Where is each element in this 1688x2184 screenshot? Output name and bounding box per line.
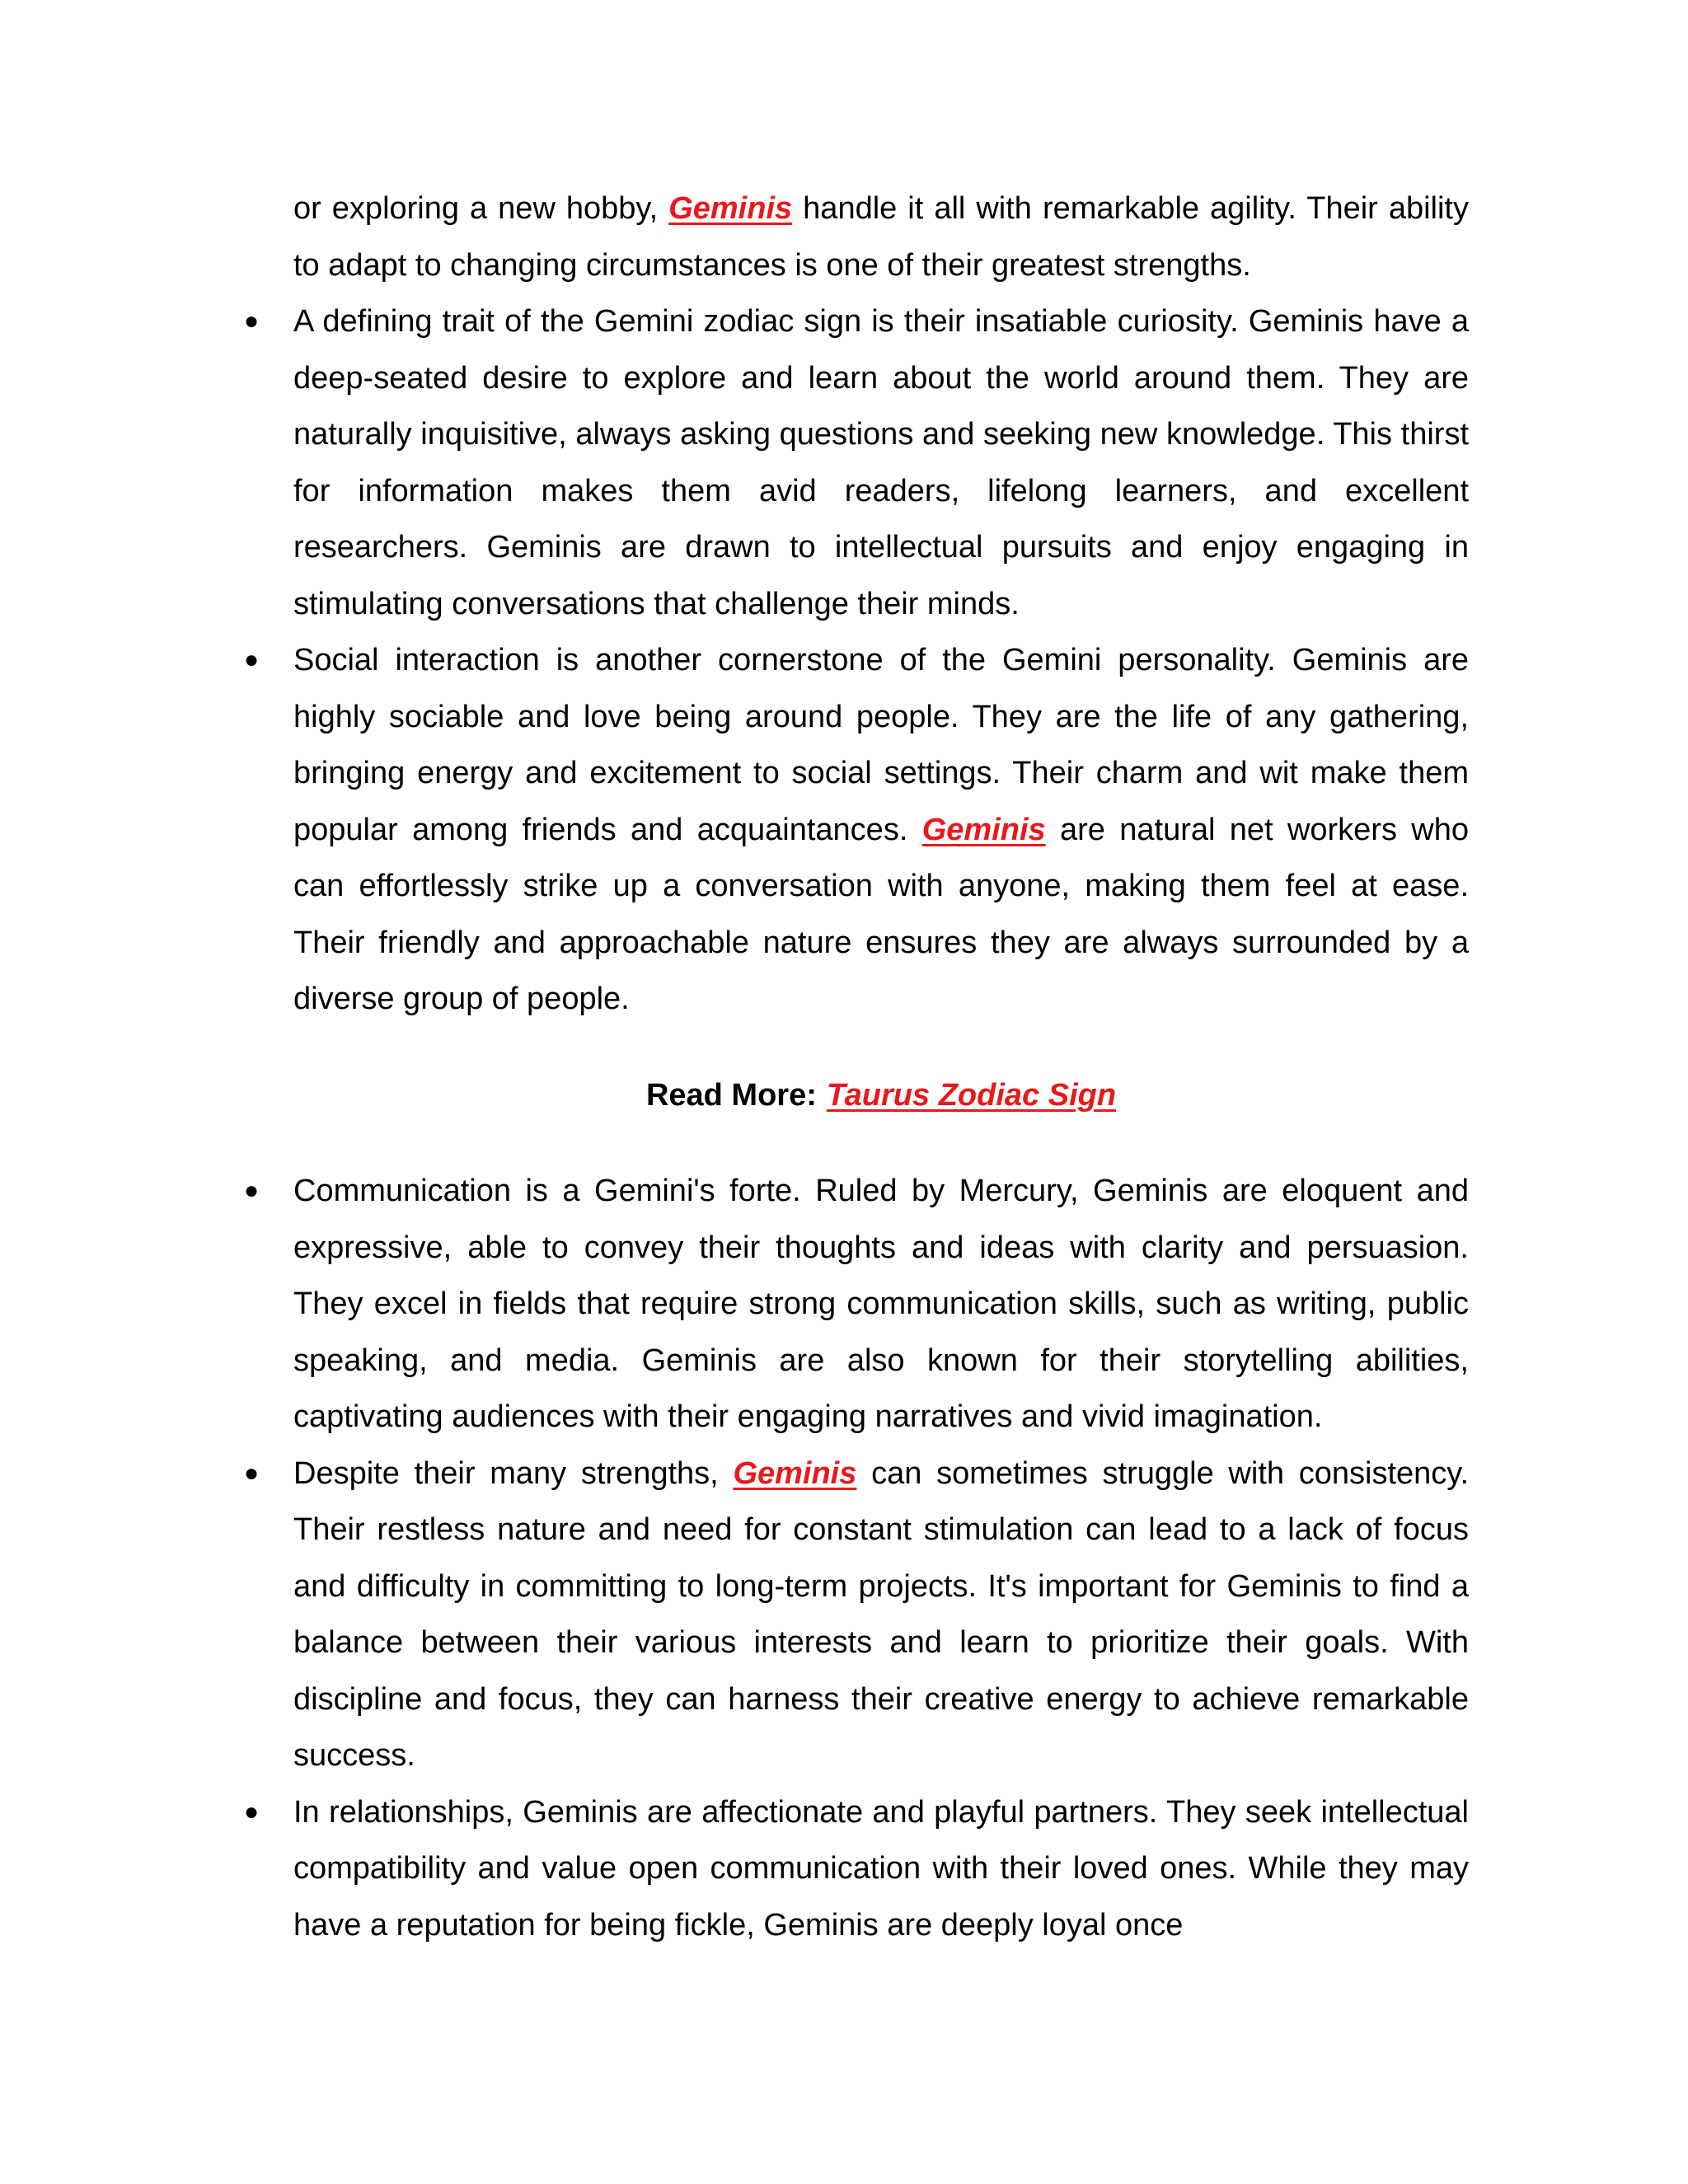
bullet-marker: ● xyxy=(244,307,260,335)
body-text: or exploring a new hobby, xyxy=(293,191,669,226)
bullet-marker: ● xyxy=(244,646,260,673)
body-text: A defining trait of the Gemini zodiac sign is their insatiable curiosity. Geminis have a deep-seated desire to explore and learn about the world around them. They are naturally inquisitive, always asking questions and seeking new knowledge. This thirst for information makes them avid readers, lifelong learners, and excellent researchers. Geminis are drawn to intellectual pursuits and enjoy engaging in stimulating conversations that challenge their minds. xyxy=(293,304,1469,621)
bullet-marker: ● xyxy=(244,1459,260,1487)
read-more-link[interactable]: Taurus Zodiac Sign xyxy=(826,1077,1117,1113)
paragraph-continuation xyxy=(293,180,1469,293)
read-more-label: Read More: xyxy=(645,1077,817,1113)
body-text: handle it all with remarkable agility. Their ability to adapt to changing circumstances is one of their greatest strengths. xyxy=(293,191,1469,283)
body-text: can sometimes struggle with consistency. Their restless nature and need for constant stimulation can lead to a lack of focus and difficulty in committing to long-term projects. It's important for Geminis to find a balance between their various interests and learn to prioritize their goals. With discipline and focus, they can harness their creative energy to achieve remarkable success. xyxy=(293,1455,1470,1773)
geminis-link[interactable]: Geminis xyxy=(733,1455,857,1491)
bullet-item xyxy=(244,1446,1470,1784)
body-text: are natural net workers who can effortlessly strike up a conversation with anyone, making them feel at ease. Their friendly and approachable nature ensures they are always surrounded by a diverse group of people. xyxy=(293,812,1470,1016)
bullet-marker: ● xyxy=(244,1177,260,1204)
read-more-line xyxy=(293,1067,1469,1124)
bullet-item xyxy=(244,293,1469,632)
bullet-item xyxy=(244,1163,1469,1446)
body-text: Social interaction is another cornerstone of the Gemini personality. Geminis are highly sociable and love being around people. They are the life of any gathering, bringing energy and excitement to social settings. Their charm and wit make them popular among friends and acquaintances. xyxy=(293,643,1469,847)
bullet-item xyxy=(244,632,1470,1028)
bullet-marker: ● xyxy=(244,1797,260,1825)
body-text: In relationships, Geminis are affectionate and playful partners. They seek intellectual compatibility and value open communication with their loved ones. While they may have a reputation for being fickle, Geminis are deeply loyal once xyxy=(293,1794,1469,1943)
geminis-link[interactable]: Geminis xyxy=(668,191,793,226)
bullet-item xyxy=(244,1784,1469,1954)
body-text: Despite their many strengths, xyxy=(293,1455,734,1491)
document-body xyxy=(244,180,1470,1953)
geminis-link[interactable]: Geminis xyxy=(921,812,1046,847)
body-text: Communication is a Gemini's forte. Ruled by Mercury, Geminis are eloquent and expressive, able to convey their thoughts and ideas with clarity and persuasion. They excel in fields that require strong communication skills, such as writing, public speaking, and media. Geminis are also known for their storytelling abilities, captivating audiences with their engaging narratives and vivid imagination. xyxy=(293,1174,1469,1434)
